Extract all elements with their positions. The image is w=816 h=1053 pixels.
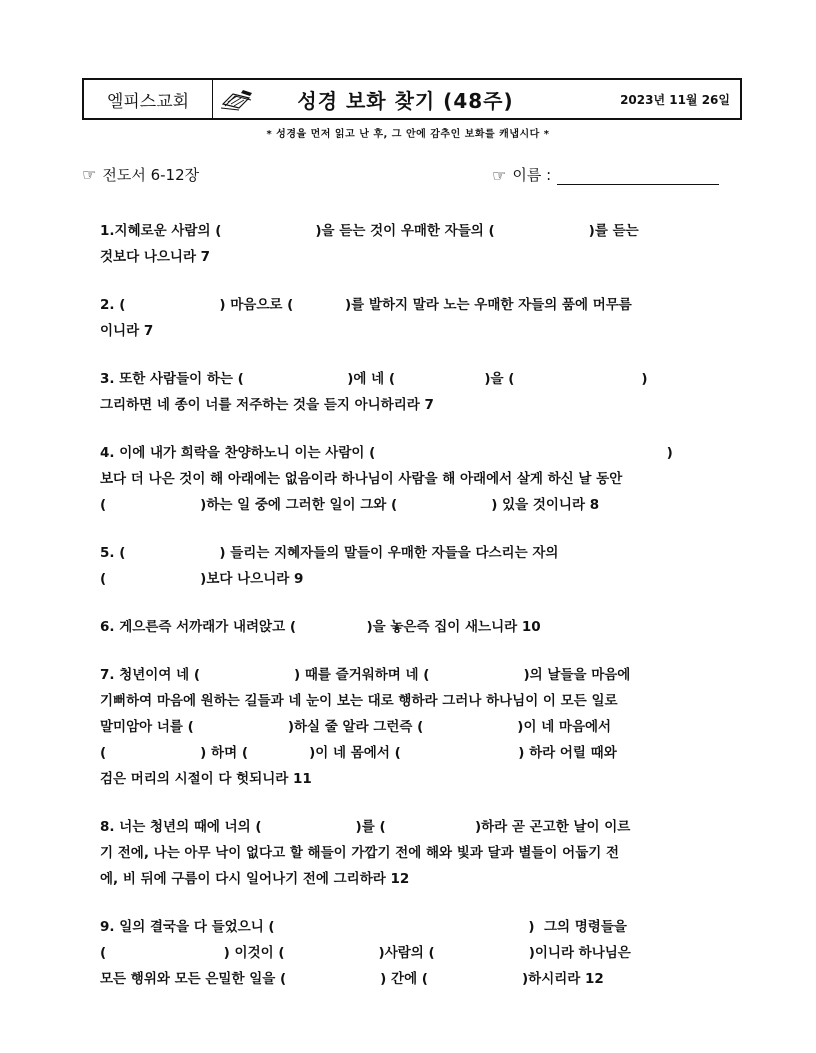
book-writing-icon [213, 80, 261, 118]
question-line: 8. 너는 청년의 때에 너의 ( )를 ( )하라 곧 곤고한 날이 이르 [100, 819, 631, 835]
question-item [100, 218, 724, 270]
question-line: ( ) 이것이 ( )사람의 ( )이니라 하나님은 [100, 945, 631, 961]
scripture-range-text: 전도서 6-12장 [102, 166, 200, 184]
question-line: 7. 청년이여 네 ( ) 때를 즐거워하며 네 ( )의 날들을 마음에 [100, 667, 631, 683]
question-line: 6. 게으른즉 서까래가 내려앉고 ( )을 놓은즉 집이 새느니라 10 [100, 619, 541, 635]
question-line: ( ) 하며 ( )이 네 몸에서 ( ) 하라 어릴 때와 [100, 745, 617, 761]
name-field [492, 164, 719, 185]
question-line: 기 전에, 나는 아무 낙이 없다고 할 해들이 가깝기 전에 해와 빛과 달과 별들이 어둡기 전 [100, 845, 620, 861]
question-line: 3. 또한 사람들이 하는 ( )에 네 ( )을 ( ) [100, 371, 648, 387]
instruction-text: * 성경을 먼저 읽고 난 후, 그 안에 감추인 보화를 캐냅시다 * [266, 129, 550, 140]
question-line: 2. ( ) 마음으로 ( )를 발하지 말라 노는 우매한 자들의 품에 머무름 [100, 297, 632, 313]
question-item [100, 614, 724, 640]
question-line: 말미암아 너를 ( )하실 줄 알라 그런즉 ( )이 네 마음에서 [100, 719, 612, 735]
pointing-hand-icon: ☞ [82, 165, 97, 184]
meta-row [82, 164, 732, 188]
question-item [100, 292, 724, 344]
question-line: 이니라 7 [100, 323, 154, 339]
question-item [100, 366, 724, 418]
question-line: 5. ( ) 들리는 지혜자들의 말들이 우매한 자들을 다스리는 자의 [100, 545, 559, 561]
church-name: 엘피스교회 [84, 80, 213, 118]
question-line: ( )보다 나으니라 9 [100, 571, 304, 587]
question-line: ( )하는 일 중에 그러한 일이 그와 ( ) 있을 것이니라 8 [100, 497, 600, 513]
question-item [100, 540, 724, 592]
question-line: 기뻐하여 마음에 원하는 길들과 네 눈이 보는 대로 행하라 그러나 하나님이 이 모든 일로 [100, 693, 618, 709]
question-line: 4. 이에 내가 희락을 찬양하노니 이는 사람이 ( ) [100, 445, 673, 461]
question-line: 모든 행위와 모든 은밀한 일을 ( ) 간에 ( )하시리라 12 [100, 971, 604, 987]
question-item [100, 814, 724, 892]
name-label: 이름 : [512, 166, 552, 184]
pointing-hand-icon: ☞ [492, 166, 507, 185]
question-line: 보다 더 나은 것이 해 아래에는 없음이라 하나님이 사람을 해 아래에서 살게 하신 날 동안 [100, 471, 623, 487]
question-line: 그리하면 네 종이 너를 저주하는 것을 듣지 아니하리라 7 [100, 397, 434, 413]
question-line: 검은 머리의 시절이 다 헛되니라 11 [100, 771, 312, 787]
question-line: 9. 일의 결국을 다 들었으니 ( ) 그의 명령들을 [100, 919, 627, 935]
name-blank-line[interactable] [557, 166, 719, 185]
question-item [100, 440, 724, 518]
question-line: 1.지혜로운 사람의 ( )을 듣는 것이 우매한 자들의 ( )를 듣는 [100, 223, 639, 239]
question-line: 에, 비 뒤에 구름이 다시 일어나기 전에 그리하라 12 [100, 871, 410, 887]
question-item [100, 662, 724, 792]
question-item [100, 914, 724, 992]
scripture-range [82, 164, 199, 185]
date: 2023년 11월 26일 [620, 92, 730, 107]
header-box [82, 78, 742, 120]
question-line: 것보다 나으니라 7 [100, 249, 211, 265]
question-list [100, 218, 724, 1014]
page-title: 성경 보화 찾기 (48주) [297, 88, 514, 113]
